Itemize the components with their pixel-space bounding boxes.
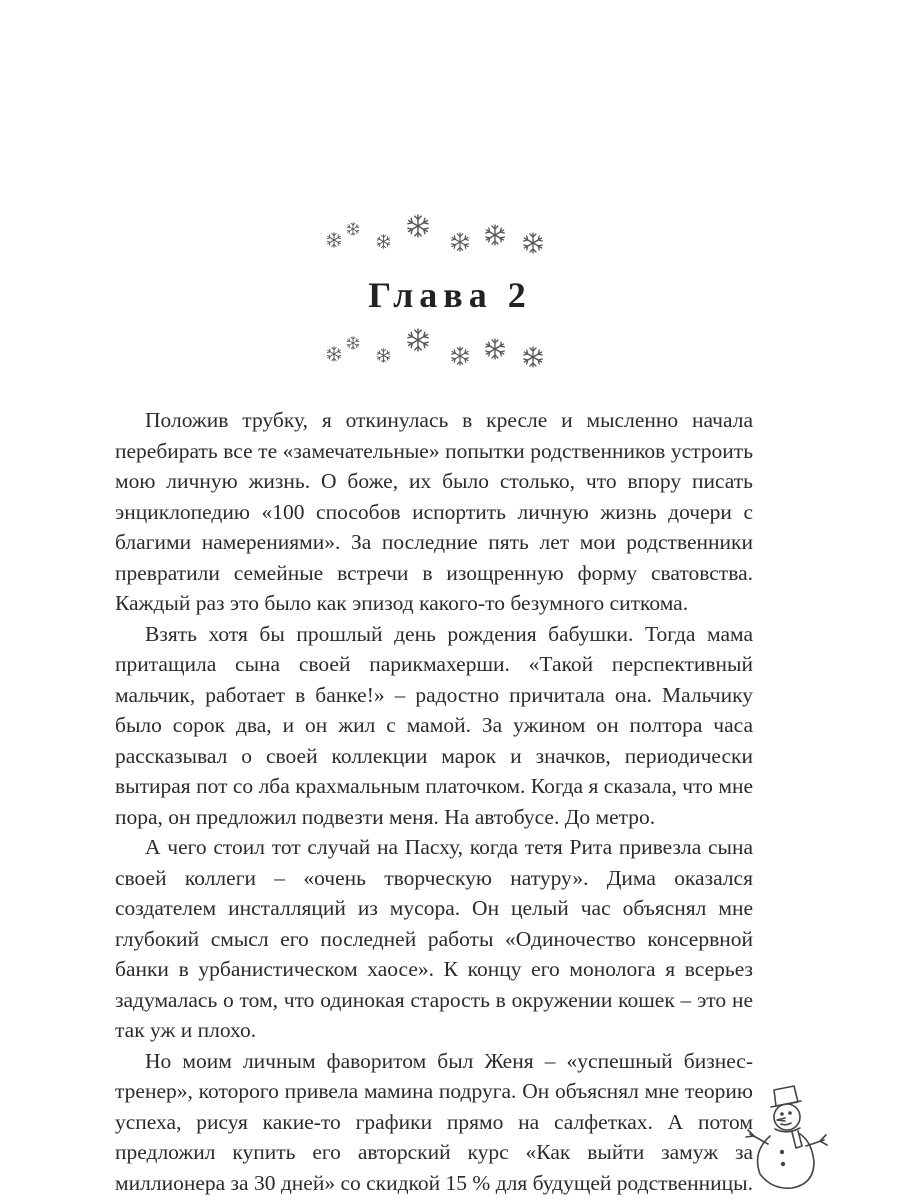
paragraph: Взять хотя бы прошлый день рождения бабушки. Тогда мама притащила сына своей парикмахерши. «Такой перспективный мальчик, работает в банке!» – радостно причитала она. Мальчику было сорок два, и он жил с мамой. За ужином он полтора часа рассказывал о своей коллекции марок и значков, периодически вытирая пот со лба крахмальным платочком. Когда я сказала, что мне пора, он предложил подвезти меня. На автобусе. До метро. [115,621,753,829]
snowflake-icon [406,328,430,352]
snowflake-icon [346,222,360,236]
snowflake-icon [326,232,342,248]
snowflake-icon [346,336,360,350]
snowflake-icon [450,346,470,366]
paragraph: Но моим личным фаворитом был Женя – «успешный бизнес-тренер», которого привела мамина подруга. Он объяснял мне теорию успеха, рисуя какие-то графики прямо на салфетках. А потом предложил купить его авторский курс «Как выйти замуж за миллионера за 30 дней» со скидкой 15 % для будущей родственницы. [115,1048,753,1195]
paragraph: А чего стоил тот случай на Пасху, когда тетя Рита привезла сына своей коллеги – «очень творческую натуру». Дима оказался создателем инсталляций из мусора. Он целый час объяснял мне глубокий смысл его последней работы «Одиночество консервной банки в урбанистическом хаосе». К концу его монолога я всерьез задумалась о том, что одинокая старость в окружении кошек – это не так уж и плохо. [115,835,753,1042]
snowflake-icon [484,224,506,246]
snowflake-icon [484,338,506,360]
chapter-title: Глава 2 [368,275,532,315]
snowflake-icon [326,346,342,362]
chapter-body [115,405,753,1198]
snowflake-row-top [0,212,900,262]
paragraph: Положив трубку, я откинулась в кресле и мысленно начала перебирать все те «замечательные» попытки родственников устроить мою личную жизнь. О боже, их было столько, что впору писать энциклопедию «100 способов испортить личную жизнь дочери с благими намерениями». За последние пять лет мои родственники превратили семейные встречи в изощренную форму сватовства. Каждый раз это было как эпизод какого-то безумного ситкома. [115,408,753,615]
snowflake-icon [450,232,470,252]
snowflake-row-bottom [0,326,900,376]
snowflake-icon [376,348,391,363]
snowflake-icon [406,214,430,238]
snowflake-icon [376,234,391,249]
snowflake-icon [522,346,544,368]
snowman-icon [740,1080,830,1200]
snowflake-icon [522,232,544,254]
